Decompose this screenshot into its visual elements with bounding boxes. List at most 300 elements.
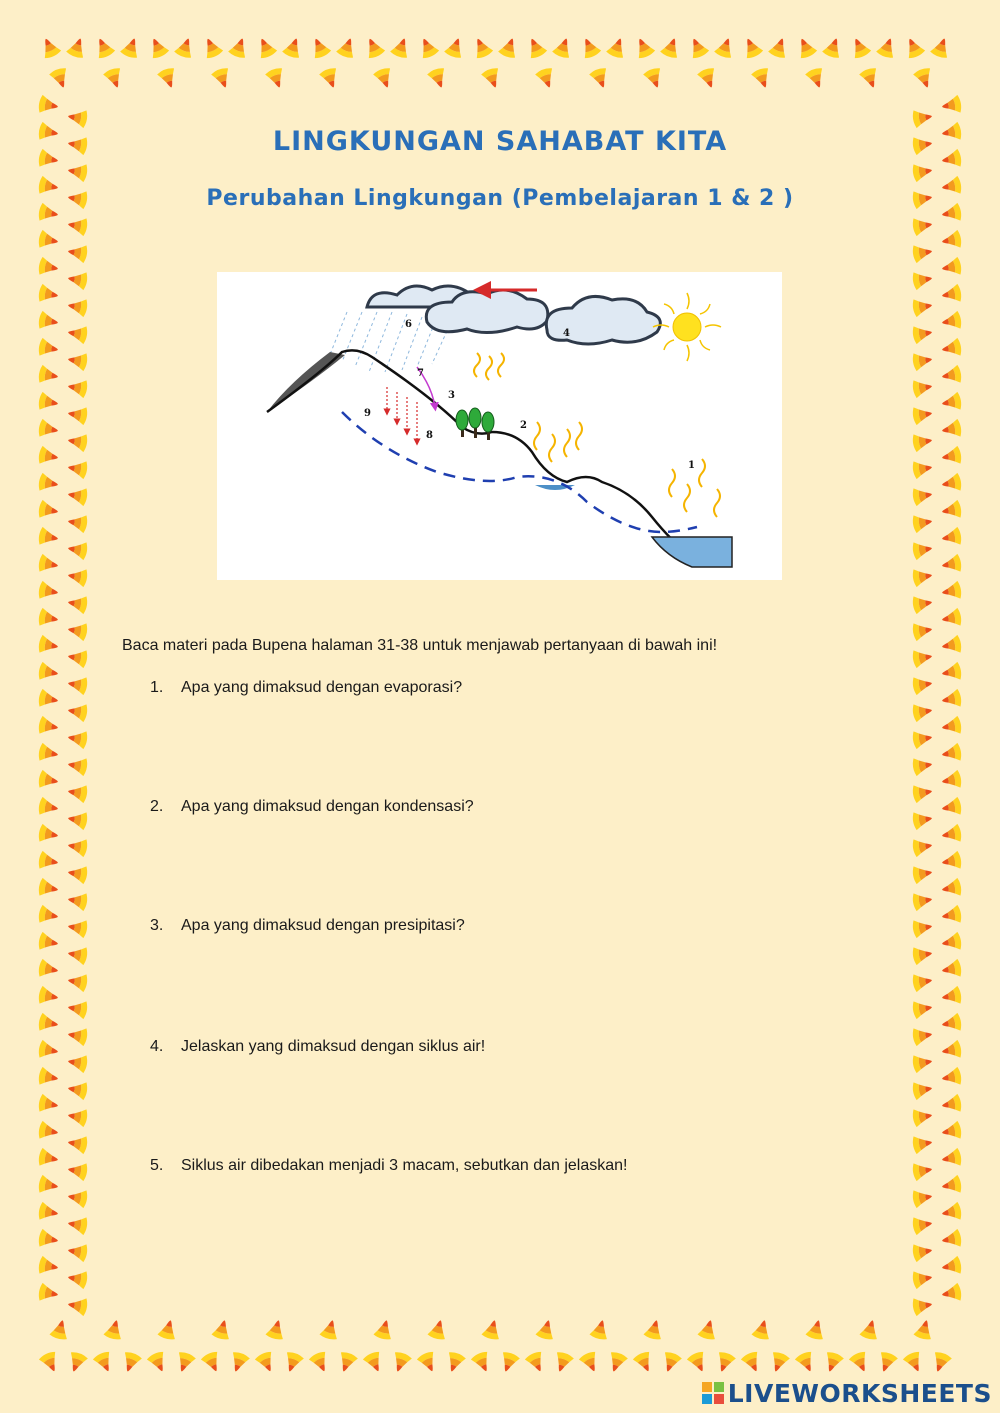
- candy-corn-icon: [103, 1318, 125, 1341]
- candy-corn-icon: [941, 959, 963, 980]
- candy-corn-icon: [146, 35, 170, 60]
- candy-corn-icon: [481, 1318, 503, 1341]
- candy-corn-icon: [912, 1025, 934, 1046]
- candy-corn-icon: [38, 878, 60, 899]
- candy-corn-icon: [902, 35, 926, 60]
- candy-corn-icon: [912, 296, 934, 317]
- candy-corn-icon: [67, 350, 89, 371]
- candy-corn-icon: [67, 620, 89, 641]
- candy-corn-icon: [941, 770, 963, 791]
- candy-corn-icon: [227, 1350, 250, 1374]
- candy-corn-icon: [67, 1241, 89, 1262]
- candy-corn-icon: [38, 365, 60, 386]
- question-item: [150, 798, 474, 816]
- label-7: 7: [417, 368, 424, 379]
- candy-corn-icon: [67, 1133, 89, 1154]
- candy-corn-icon: [941, 230, 963, 251]
- candy-corn-icon: [67, 404, 89, 425]
- candy-corn-icon: [67, 1106, 89, 1127]
- candy-corn-icon: [38, 230, 60, 251]
- candy-corn-icon: [426, 66, 449, 90]
- candy-corn-icon: [67, 485, 89, 506]
- candy-corn-icon: [912, 917, 934, 938]
- candy-corn-icon: [578, 35, 602, 60]
- question-text: Apa yang dimaksud dengan kondensasi?: [181, 798, 474, 815]
- label-2: 2: [520, 420, 527, 431]
- candy-corn-icon: [65, 36, 88, 60]
- candy-corn-icon: [941, 716, 963, 737]
- candy-corn-icon: [941, 527, 963, 548]
- candy-corn-icon: [67, 1295, 89, 1316]
- candy-corn-icon: [912, 458, 934, 479]
- candy-corn-icon: [38, 662, 60, 683]
- candy-corn-icon: [632, 35, 656, 60]
- candy-corn-icon: [912, 782, 934, 803]
- candy-corn-icon: [643, 1318, 665, 1341]
- candy-corn-icon: [912, 620, 934, 641]
- candy-corn-icon: [38, 797, 60, 818]
- candy-corn-icon: [804, 66, 827, 90]
- candy-corn-icon: [941, 635, 963, 656]
- candy-corn-icon: [551, 1350, 574, 1374]
- candy-corn-icon: [941, 1283, 963, 1304]
- candy-corn-icon: [38, 473, 60, 494]
- candy-corn-icon: [941, 1040, 963, 1061]
- candy-corn-icon: [362, 35, 386, 60]
- candy-corn-icon: [642, 66, 665, 90]
- candy-corn-icon: [589, 1318, 611, 1341]
- candy-corn-icon: [67, 944, 89, 965]
- candy-corn-icon: [941, 824, 963, 845]
- candy-corn-icon: [941, 878, 963, 899]
- candy-corn-icon: [686, 35, 710, 60]
- candy-corn-icon: [67, 161, 89, 182]
- candy-corn-icon: [416, 1350, 440, 1375]
- worksheet-subtitle: Perubahan Lingkungan (Pembelajaran 1 & 2 ): [206, 186, 794, 211]
- candy-corn-icon: [308, 35, 332, 60]
- candy-corn-icon: [524, 1350, 548, 1375]
- candy-corn-icon: [38, 743, 60, 764]
- candy-corn-icon: [941, 311, 963, 332]
- instruction-text: Baca materi pada Bupena halaman 31-38 untuk menjawab pertanyaan di bawah ini!: [122, 637, 718, 654]
- candy-corn-icon: [941, 338, 963, 359]
- candy-corn-icon: [38, 689, 60, 710]
- candy-corn-icon: [941, 1067, 963, 1088]
- candy-corn-icon: [912, 431, 934, 452]
- question-number: 3.: [150, 917, 164, 934]
- candy-corn-icon: [67, 998, 89, 1019]
- candy-corn-icon: [750, 66, 773, 90]
- candy-corn-icon: [941, 905, 963, 926]
- candy-corn-icon: [38, 392, 60, 413]
- cloud-icon: [367, 286, 660, 344]
- candy-corn-icon: [912, 674, 934, 695]
- candy-corn-icon: [912, 890, 934, 911]
- candy-corn-icon: [281, 1350, 304, 1374]
- candy-corn-icon: [67, 215, 89, 236]
- label-1: 1: [688, 460, 695, 471]
- sun-icon: [653, 293, 721, 361]
- candy-corn-icon: [941, 1256, 963, 1277]
- candy-corn-icon: [605, 36, 628, 60]
- candy-corn-icon: [67, 1214, 89, 1235]
- candy-corn-icon: [38, 1148, 60, 1169]
- candy-corn-icon: [912, 1052, 934, 1073]
- candy-corn-icon: [38, 932, 60, 953]
- candy-corn-icon: [38, 554, 60, 575]
- candy-corn-icon: [211, 1318, 233, 1341]
- candy-corn-icon: [38, 1094, 60, 1115]
- candy-corn-icon: [372, 66, 395, 90]
- candy-corn-icon: [912, 269, 934, 290]
- candy-corn-icon: [38, 1283, 60, 1304]
- candy-corn-icon: [912, 1106, 934, 1127]
- candy-corn-icon: [102, 66, 125, 90]
- candy-corn-icon: [38, 95, 60, 116]
- candy-corn-icon: [941, 743, 963, 764]
- candy-corn-icon: [67, 971, 89, 992]
- candy-corn-icon: [912, 242, 934, 263]
- candy-corn-icon: [67, 1268, 89, 1289]
- candy-corn-icon: [200, 35, 224, 60]
- candy-corn-icon: [941, 986, 963, 1007]
- candy-corn-icon: [941, 419, 963, 440]
- candy-corn-icon: [389, 36, 412, 60]
- candy-corn-icon: [480, 66, 503, 90]
- candy-corn-icon: [38, 1202, 60, 1223]
- candy-corn-icon: [912, 971, 934, 992]
- candy-corn-icon: [941, 581, 963, 602]
- candy-corn-icon: [335, 1350, 358, 1374]
- candy-corn-icon: [67, 917, 89, 938]
- candy-corn-icon: [254, 1350, 278, 1375]
- candy-corn-icon: [67, 728, 89, 749]
- candy-corn-icon: [157, 1318, 179, 1341]
- question-item: [150, 679, 462, 697]
- candy-corn-icon: [38, 1229, 60, 1250]
- label-6: 6: [405, 319, 412, 330]
- candy-corn-icon: [389, 1350, 412, 1374]
- candy-corn-icon: [67, 1025, 89, 1046]
- label-4: 4: [563, 328, 570, 339]
- candy-corn-icon: [67, 512, 89, 533]
- candy-corn-icon: [254, 35, 278, 60]
- question-text: Siklus air dibedakan menjadi 3 macam, sebutkan dan jelaskan!: [181, 1157, 628, 1174]
- candy-corn-icon: [67, 296, 89, 317]
- candy-corn-icon: [941, 1202, 963, 1223]
- question-text: Apa yang dimaksud dengan evaporasi?: [181, 679, 463, 696]
- candy-corn-icon: [65, 1350, 88, 1374]
- question-number: 5.: [150, 1157, 164, 1174]
- candy-corn-icon: [38, 527, 60, 548]
- candy-corn-icon: [38, 959, 60, 980]
- candy-corn-icon: [535, 1318, 557, 1341]
- question-item: [150, 917, 465, 935]
- candy-corn-icon: [146, 1350, 170, 1375]
- candy-corn-icon: [941, 662, 963, 683]
- candy-corn-icon: [173, 1350, 196, 1374]
- candy-corn-icon: [659, 36, 682, 60]
- candy-corn-icon: [67, 431, 89, 452]
- candy-corn-icon: [427, 1318, 449, 1341]
- candy-corn-icon: [67, 836, 89, 857]
- candy-corn-icon: [912, 350, 934, 371]
- candy-corn-icon: [38, 1067, 60, 1088]
- landscape-outline: [267, 350, 692, 557]
- candy-corn-icon: [470, 1350, 494, 1375]
- candy-corn-icon: [912, 161, 934, 182]
- candy-corn-icon: [941, 1148, 963, 1169]
- candy-corn-icon: [38, 500, 60, 521]
- liveworksheets-watermark[interactable]: [702, 1377, 992, 1409]
- candy-corn-icon: [794, 1350, 818, 1375]
- candy-corn-icon: [443, 1350, 466, 1374]
- candy-corn-icon: [335, 36, 358, 60]
- worksheet-title: LINGKUNGAN SAHABAT KITA: [272, 126, 728, 157]
- candy-corn-icon: [913, 1318, 935, 1341]
- candy-corn-icon: [805, 1318, 827, 1341]
- candy-corn-icon: [912, 809, 934, 830]
- candy-corn-icon: [929, 36, 952, 60]
- candy-corn-icon: [858, 66, 881, 90]
- candy-corn-icon: [912, 377, 934, 398]
- candy-corn-icon: [443, 36, 466, 60]
- question-number: 1.: [150, 679, 164, 696]
- candy-corn-icon: [941, 689, 963, 710]
- candy-corn-icon: [912, 1241, 934, 1262]
- candy-corn-icon: [119, 1350, 142, 1374]
- candy-corn-icon: [941, 1013, 963, 1034]
- candy-corn-icon: [912, 944, 934, 965]
- candy-corn-icon: [875, 1350, 898, 1374]
- candy-corn-icon: [67, 809, 89, 830]
- candy-corn-icon: [67, 1160, 89, 1181]
- candy-corn-icon: [740, 1350, 764, 1375]
- water-cycle-illustration: [217, 272, 782, 580]
- candy-corn-icon: [67, 269, 89, 290]
- candy-corn-icon: [67, 701, 89, 722]
- candy-corn-icon: [362, 1350, 386, 1375]
- candy-corn-icon: [48, 66, 71, 90]
- candy-corn-icon: [875, 36, 898, 60]
- candy-corn-icon: [767, 1350, 790, 1374]
- candy-corn-icon: [319, 1318, 341, 1341]
- question-item: [150, 1157, 627, 1175]
- candy-corn-icon: [821, 1350, 844, 1374]
- candy-corn-icon: [38, 284, 60, 305]
- candy-corn-icon: [38, 311, 60, 332]
- candy-corn-icon: [902, 1350, 926, 1375]
- candy-corn-icon: [38, 1256, 60, 1277]
- candy-corn-icon: [941, 95, 963, 116]
- candy-corn-icon: [588, 66, 611, 90]
- candy-corn-icon: [38, 635, 60, 656]
- candy-corn-icon: [912, 566, 934, 587]
- candy-corn-icon: [534, 66, 557, 90]
- candy-corn-icon: [794, 35, 818, 60]
- candy-corn-icon: [941, 1175, 963, 1196]
- candy-corn-icon: [38, 338, 60, 359]
- question-text: Apa yang dimaksud dengan presipitasi?: [181, 917, 465, 934]
- tree-icon: [456, 408, 494, 440]
- candy-corn-icon: [912, 1160, 934, 1181]
- label-3: 3: [448, 390, 455, 401]
- candy-corn-icon: [67, 1187, 89, 1208]
- candy-corn-icon: [605, 1350, 628, 1374]
- candy-corn-icon: [912, 539, 934, 560]
- candy-corn-icon: [38, 608, 60, 629]
- candy-corn-icon: [659, 1350, 682, 1374]
- candy-corn-icon: [941, 608, 963, 629]
- question-item: [150, 1038, 485, 1056]
- candy-corn-icon: [49, 1318, 71, 1341]
- candy-corn-icon: [941, 446, 963, 467]
- candy-corn-icon: [497, 36, 520, 60]
- candy-corn-icon: [713, 36, 736, 60]
- candy-corn-icon: [67, 593, 89, 614]
- candy-corn-icon: [912, 215, 934, 236]
- liveworksheets-logo-icon: [702, 1382, 724, 1404]
- candy-corn-icon: [912, 1133, 934, 1154]
- candy-corn-icon: [941, 932, 963, 953]
- candy-corn-icon: [912, 1268, 934, 1289]
- candy-corn-icon: [67, 377, 89, 398]
- candy-corn-icon: [67, 755, 89, 776]
- watermark-text: LIVEWORKSHEETS: [727, 1378, 992, 1408]
- candy-corn-icon: [67, 242, 89, 263]
- candy-corn-icon: [67, 566, 89, 587]
- candy-corn-icon: [67, 539, 89, 560]
- candy-corn-icon: [38, 716, 60, 737]
- candy-corn-icon: [912, 1187, 934, 1208]
- candy-corn-icon: [912, 66, 935, 90]
- candy-corn-icon: [941, 392, 963, 413]
- candy-corn-icon: [38, 419, 60, 440]
- candy-corn-icon: [697, 1318, 719, 1341]
- candy-corn-icon: [318, 66, 341, 90]
- candy-corn-icon: [524, 35, 548, 60]
- candy-corn-icon: [67, 1052, 89, 1073]
- candy-corn-icon: [416, 35, 440, 60]
- candy-corn-icon: [38, 1175, 60, 1196]
- candy-corn-icon: [38, 1040, 60, 1061]
- candy-corn-icon: [912, 404, 934, 425]
- candy-corn-icon: [38, 35, 62, 60]
- candy-corn-icon: [67, 1079, 89, 1100]
- candy-corn-icon: [912, 647, 934, 668]
- candy-corn-icon: [632, 1350, 656, 1375]
- candy-corn-icon: [848, 1350, 872, 1375]
- question-text: Jelaskan yang dimaksud dengan siklus air!: [181, 1038, 486, 1055]
- candy-corn-icon: [912, 836, 934, 857]
- candy-corn-icon: [941, 1094, 963, 1115]
- candy-corn-icon: [713, 1350, 736, 1374]
- candy-corn-icon: [38, 986, 60, 1007]
- candy-corn-icon: [912, 323, 934, 344]
- candy-corn-icon: [156, 66, 179, 90]
- candy-corn-icon: [38, 770, 60, 791]
- candy-corn-icon: [912, 593, 934, 614]
- candy-corn-icon: [941, 797, 963, 818]
- candy-corn-icon: [173, 36, 196, 60]
- candy-corn-icon: [265, 1318, 287, 1341]
- candy-corn-icon: [912, 1295, 934, 1316]
- candy-corn-icon: [912, 863, 934, 884]
- candy-corn-icon: [38, 1013, 60, 1034]
- candy-corn-icon: [470, 35, 494, 60]
- question-number: 4.: [150, 1038, 164, 1055]
- sea-icon: [652, 537, 732, 567]
- candy-corn-icon: [67, 674, 89, 695]
- candy-corn-icon: [941, 284, 963, 305]
- candy-corn-icon: [38, 257, 60, 278]
- candy-corn-icon: [67, 458, 89, 479]
- candy-corn-icon: [751, 1318, 773, 1341]
- candy-corn-icon: [227, 36, 250, 60]
- candy-corn-icon: [67, 647, 89, 668]
- candy-corn-icon: [941, 1229, 963, 1250]
- candy-corn-icon: [38, 851, 60, 872]
- candy-corn-icon: [308, 1350, 332, 1375]
- candy-corn-icon: [281, 36, 304, 60]
- candy-corn-icon: [767, 36, 790, 60]
- candy-corn-icon: [373, 1318, 395, 1341]
- candy-corn-icon: [941, 365, 963, 386]
- candy-corn-icon: [941, 1121, 963, 1142]
- candy-corn-icon: [859, 1318, 881, 1341]
- candy-corn-icon: [912, 1079, 934, 1100]
- question-number: 2.: [150, 798, 164, 815]
- candy-corn-icon: [686, 1350, 710, 1375]
- candy-corn-icon: [941, 554, 963, 575]
- candy-corn-icon: [912, 728, 934, 749]
- candy-corn-icon: [912, 755, 934, 776]
- candy-corn-icon: [38, 905, 60, 926]
- candy-corn-icon: [38, 824, 60, 845]
- candy-corn-icon: [67, 323, 89, 344]
- candy-corn-icon: [67, 890, 89, 911]
- candy-corn-icon: [210, 66, 233, 90]
- candy-corn-icon: [200, 1350, 224, 1375]
- candy-corn-icon: [696, 66, 719, 90]
- candy-corn-icon: [941, 257, 963, 278]
- candy-corn-icon: [38, 581, 60, 602]
- candy-corn-icon: [38, 446, 60, 467]
- infiltration-arrows: [387, 387, 417, 442]
- candy-corn-icon: [264, 66, 287, 90]
- candy-corn-icon: [38, 1350, 62, 1375]
- candy-corn-icon: [497, 1350, 520, 1374]
- candy-corn-icon: [38, 1121, 60, 1142]
- candy-corn-icon: [929, 1350, 952, 1374]
- candy-corn-icon: [551, 36, 574, 60]
- candy-corn-icon: [92, 35, 116, 60]
- label-9: 9: [364, 408, 371, 419]
- candy-corn-icon: [821, 36, 844, 60]
- candy-corn-icon: [941, 851, 963, 872]
- candy-corn-icon: [67, 863, 89, 884]
- candy-corn-icon: [92, 1350, 116, 1375]
- candy-corn-icon: [119, 36, 142, 60]
- candy-corn-icon: [912, 1214, 934, 1235]
- candy-corn-icon: [740, 35, 764, 60]
- candy-corn-icon: [941, 473, 963, 494]
- candy-corn-icon: [912, 512, 934, 533]
- candy-corn-icon: [578, 1350, 602, 1375]
- label-8: 8: [426, 430, 433, 441]
- candy-corn-icon: [912, 485, 934, 506]
- candy-corn-icon: [67, 782, 89, 803]
